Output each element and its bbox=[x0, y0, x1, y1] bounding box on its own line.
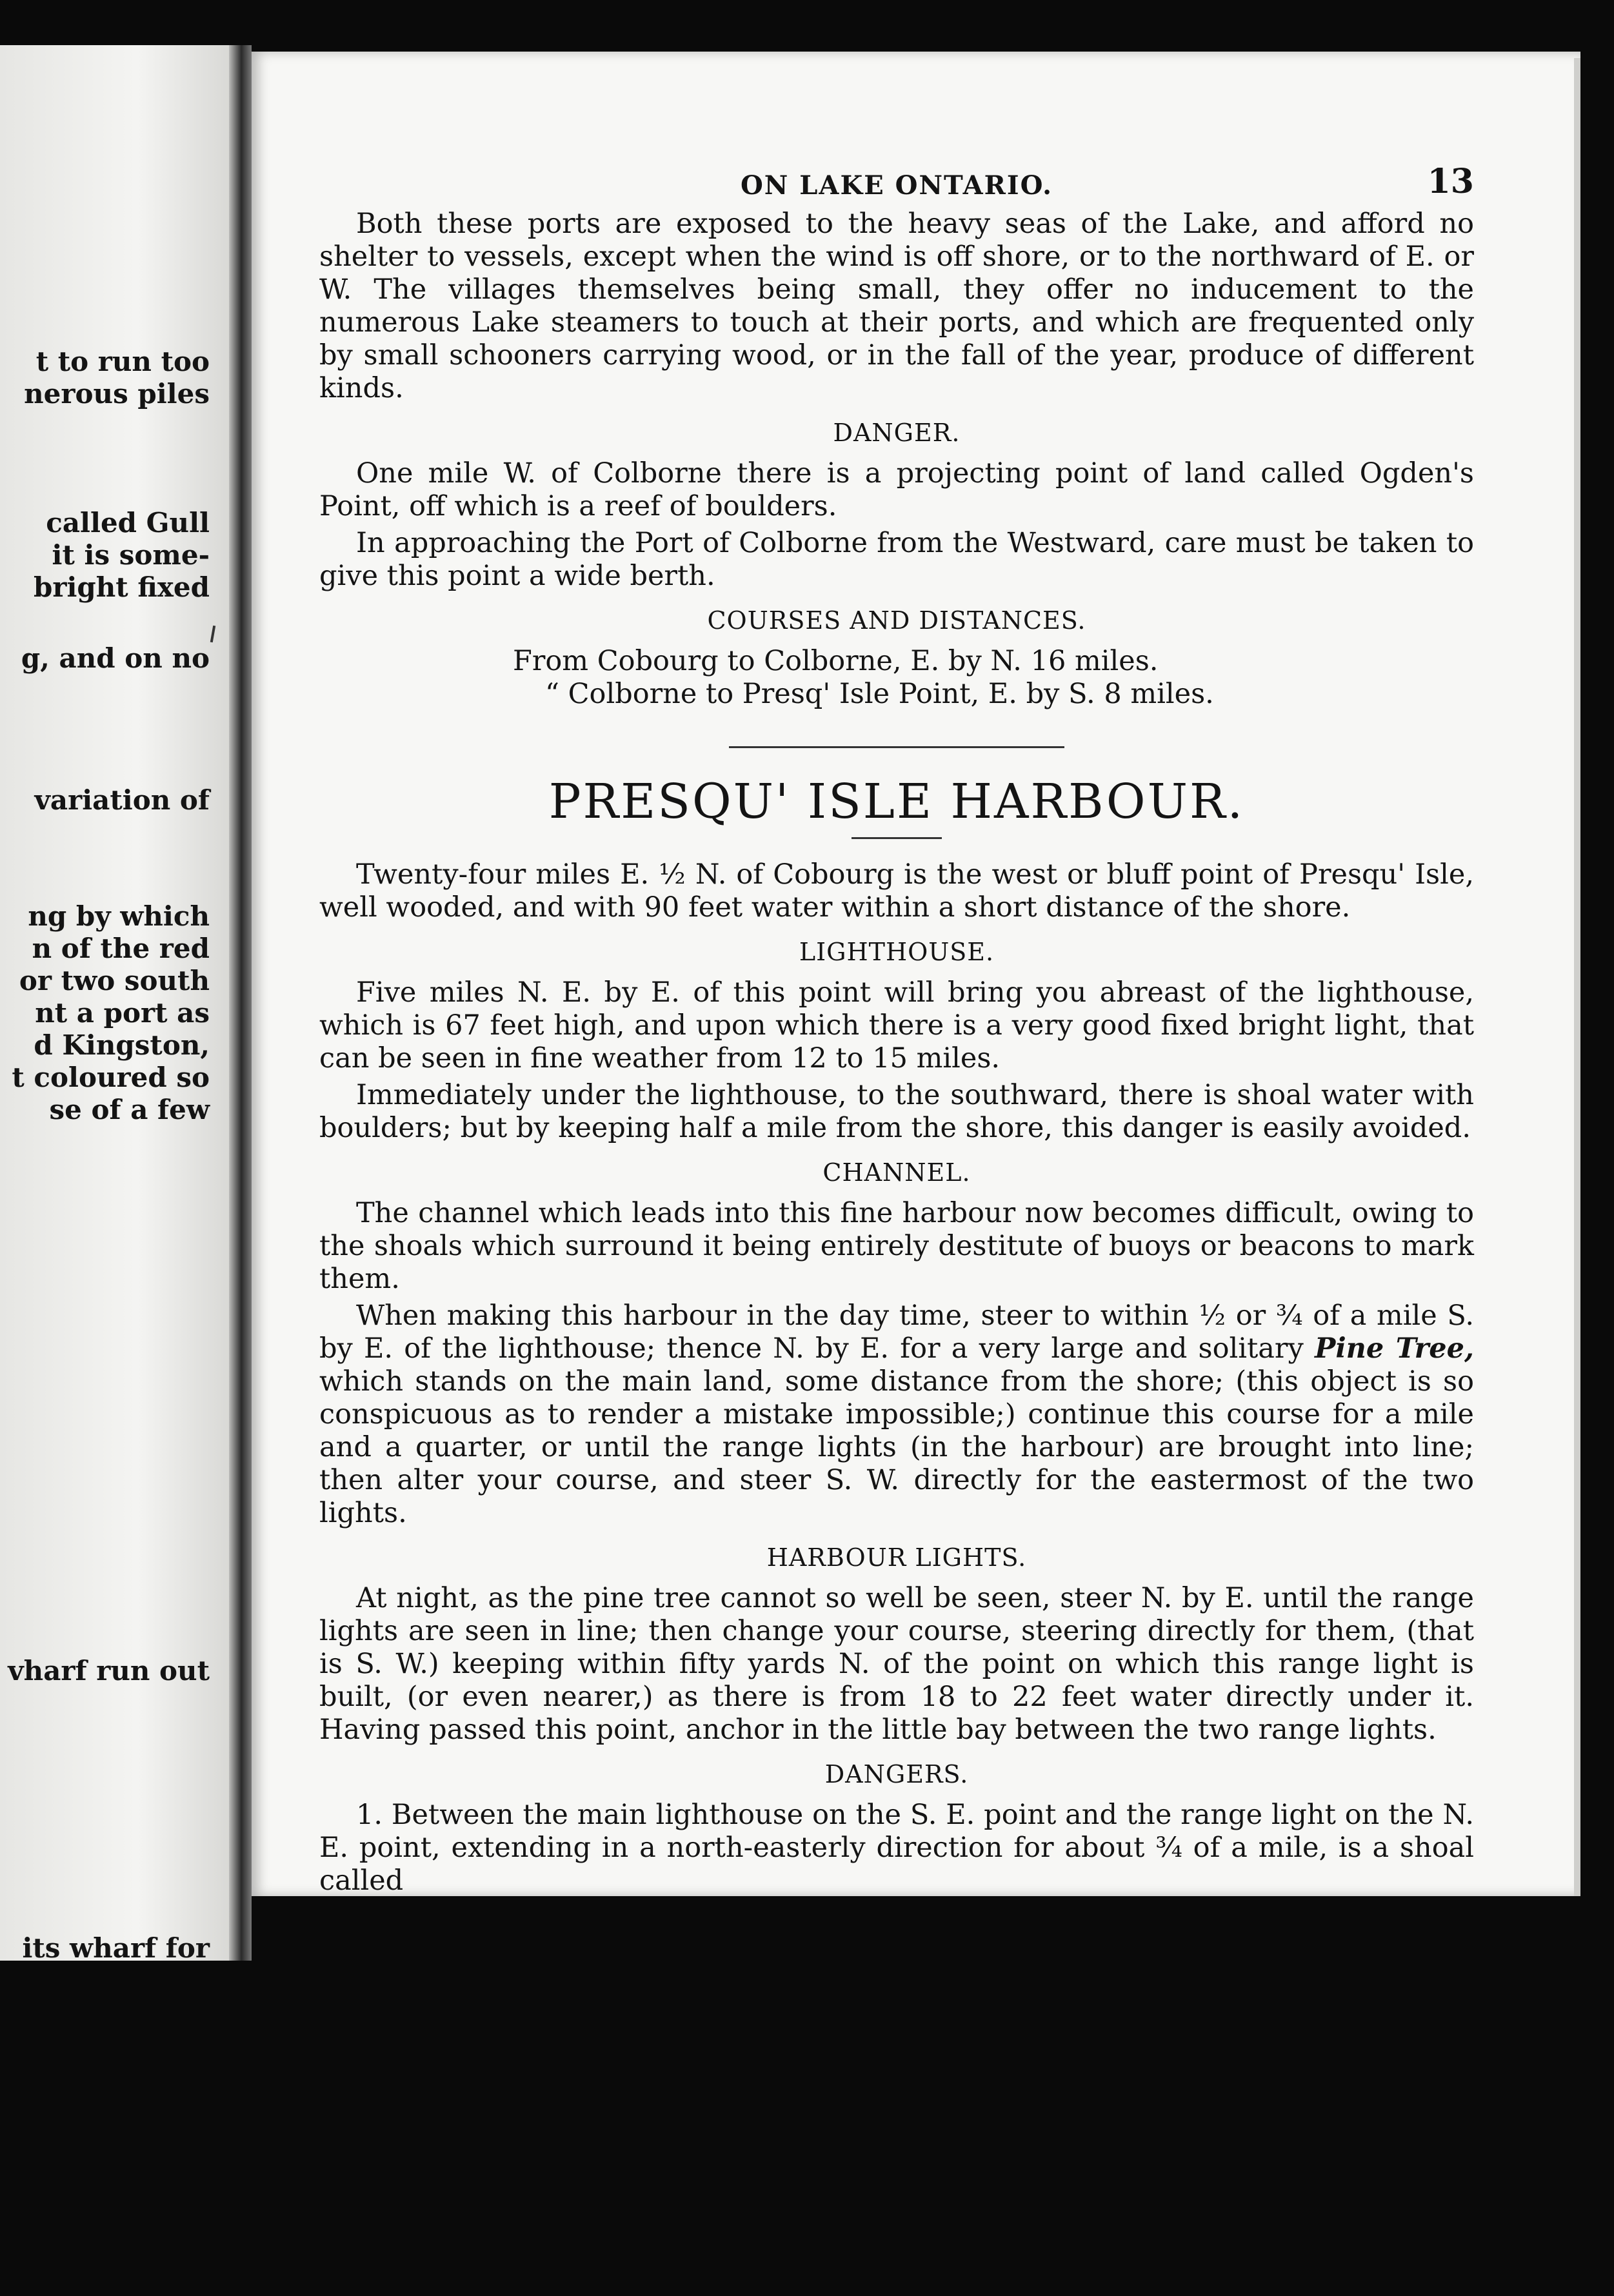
section-heading: COURSES AND DISTANCES. bbox=[707, 606, 1086, 635]
left-text-line: ng by which bbox=[28, 900, 210, 932]
left-text-line: nt a port as bbox=[35, 997, 210, 1029]
section-heading: LIGHTHOUSE. bbox=[799, 938, 995, 966]
left-text-line: t coloured so bbox=[12, 1062, 210, 1093]
italic-text: Pine Tree, bbox=[1314, 1332, 1474, 1365]
page-number: 13 bbox=[1427, 162, 1474, 201]
left-text-line: or two south bbox=[19, 965, 210, 996]
text-run: When making this harbour in the day time, steer to within ½ or ¾ of a mile S. by E. of the lighthouse; thence N. by E. for a very large and solitary bbox=[319, 1300, 1474, 1365]
course-line: From Cobourg to Colborne, E. by N. 16 miles. bbox=[513, 645, 1159, 677]
paragraph: 1. Between the main lighthouse on the S. E. point and the range light on the N. E. point, extending in a north-easterly direction for about ¾ of a mile, is a shoal called bbox=[319, 1799, 1474, 1897]
left-text-line: d Kingston, bbox=[34, 1029, 210, 1061]
left-text-line: t to run too bbox=[35, 346, 210, 377]
paragraph: Immediately under the lighthouse, to the southward, there is shoal water with boulders; but by keeping half a mile from the shore, this danger is easily avoided. bbox=[319, 1079, 1474, 1144]
paragraph: One mile W. of Colborne there is a projecting point of land called Ogden's Point, off which is a reef of boulders. bbox=[319, 457, 1474, 522]
paragraph bbox=[319, 1300, 1474, 1530]
left-text-line: called Gull bbox=[46, 507, 210, 539]
left-text-line: nerous piles bbox=[24, 378, 210, 410]
page-edge bbox=[1574, 58, 1580, 1896]
section-heading: DANGERS. bbox=[824, 1760, 969, 1788]
left-text-line: se of a few bbox=[49, 1094, 210, 1125]
left-text-line: its wharf for bbox=[22, 1932, 210, 1961]
left-text-line: vharf run out bbox=[8, 1655, 210, 1687]
divider-rule bbox=[729, 746, 1064, 748]
running-title: ON LAKE ONTARIO. bbox=[740, 170, 1053, 201]
course-line: “ Colborne to Presq' Isle Point, E. by S. 8 miles. bbox=[545, 678, 1214, 710]
text-run: which stands on the main land, some distance from the shore; (this object is so conspicuous as to render a mistake impossible;) continue this course for a mile and a quarter, or until the range lights (in the harbour) are brought into line; then alter your course, and steer S. W. directly for the eastermost of the two lights. bbox=[319, 1365, 1474, 1529]
section-heading: CHANNEL. bbox=[822, 1158, 971, 1187]
book-gutter bbox=[229, 45, 252, 1961]
section-heading: HARBOUR LIGHTS. bbox=[766, 1543, 1027, 1572]
title-underline bbox=[852, 837, 942, 839]
left-text-line: n of the red bbox=[32, 933, 210, 964]
left-text-line: variation of bbox=[34, 784, 210, 816]
paragraph: Five miles N. E. by E. of this point will bring you abreast of the lighthouse, which is 67 feet high, and upon which there is a very good fixed bright light, that can be seen in fine weather from 12 to 15 miles. bbox=[319, 976, 1474, 1074]
left-text-line: it is some- bbox=[52, 539, 210, 571]
section-heading: DANGER. bbox=[833, 419, 961, 447]
paragraph: At night, as the pine tree cannot so well be seen, steer N. by E. until the range lights are seen in line; then change your course, steering directly for them, (that is S. W.) keeping within fifty yards N. of the point on which this range light is built, (or even nearer,) as there is from 18 to 22 feet water directly under it. Having passed this point, anchor in the little bay between the two range lights. bbox=[319, 1582, 1474, 1746]
left-page-fragment bbox=[0, 45, 229, 1961]
paragraph: Both these ports are exposed to the heavy seas of the Lake, and afford no shelter to vessels, except when the wind is off shore, or to the northward of E. or W. The villages themselves being small, they offer no inducement to the numerous Lake steamers to touch at their ports, and which are frequented only by small schooners carrying wood, or in the fall of the year, produce of different kinds. bbox=[319, 208, 1474, 404]
left-text-line: bright fixed bbox=[33, 571, 210, 603]
chapter-title: PRESQU' ISLE HARBOUR. bbox=[548, 774, 1245, 829]
paragraph: In approaching the Port of Colborne from the Westward, care must be taken to give this point a wide berth. bbox=[319, 527, 1474, 592]
left-text-line: g, and on no bbox=[21, 642, 210, 674]
running-head bbox=[319, 162, 1474, 208]
paragraph: The channel which leads into this fine harbour now becomes difficult, owing to the shoals which surround it being entirely destitute of buoys or beacons to mark them. bbox=[319, 1197, 1474, 1295]
page-content bbox=[319, 162, 1474, 1897]
paragraph: Twenty-four miles E. ½ N. of Cobourg is the west or bluff point of Presqu' Isle, well wooded, and with 90 feet water within a short distance of the shore. bbox=[319, 858, 1474, 924]
